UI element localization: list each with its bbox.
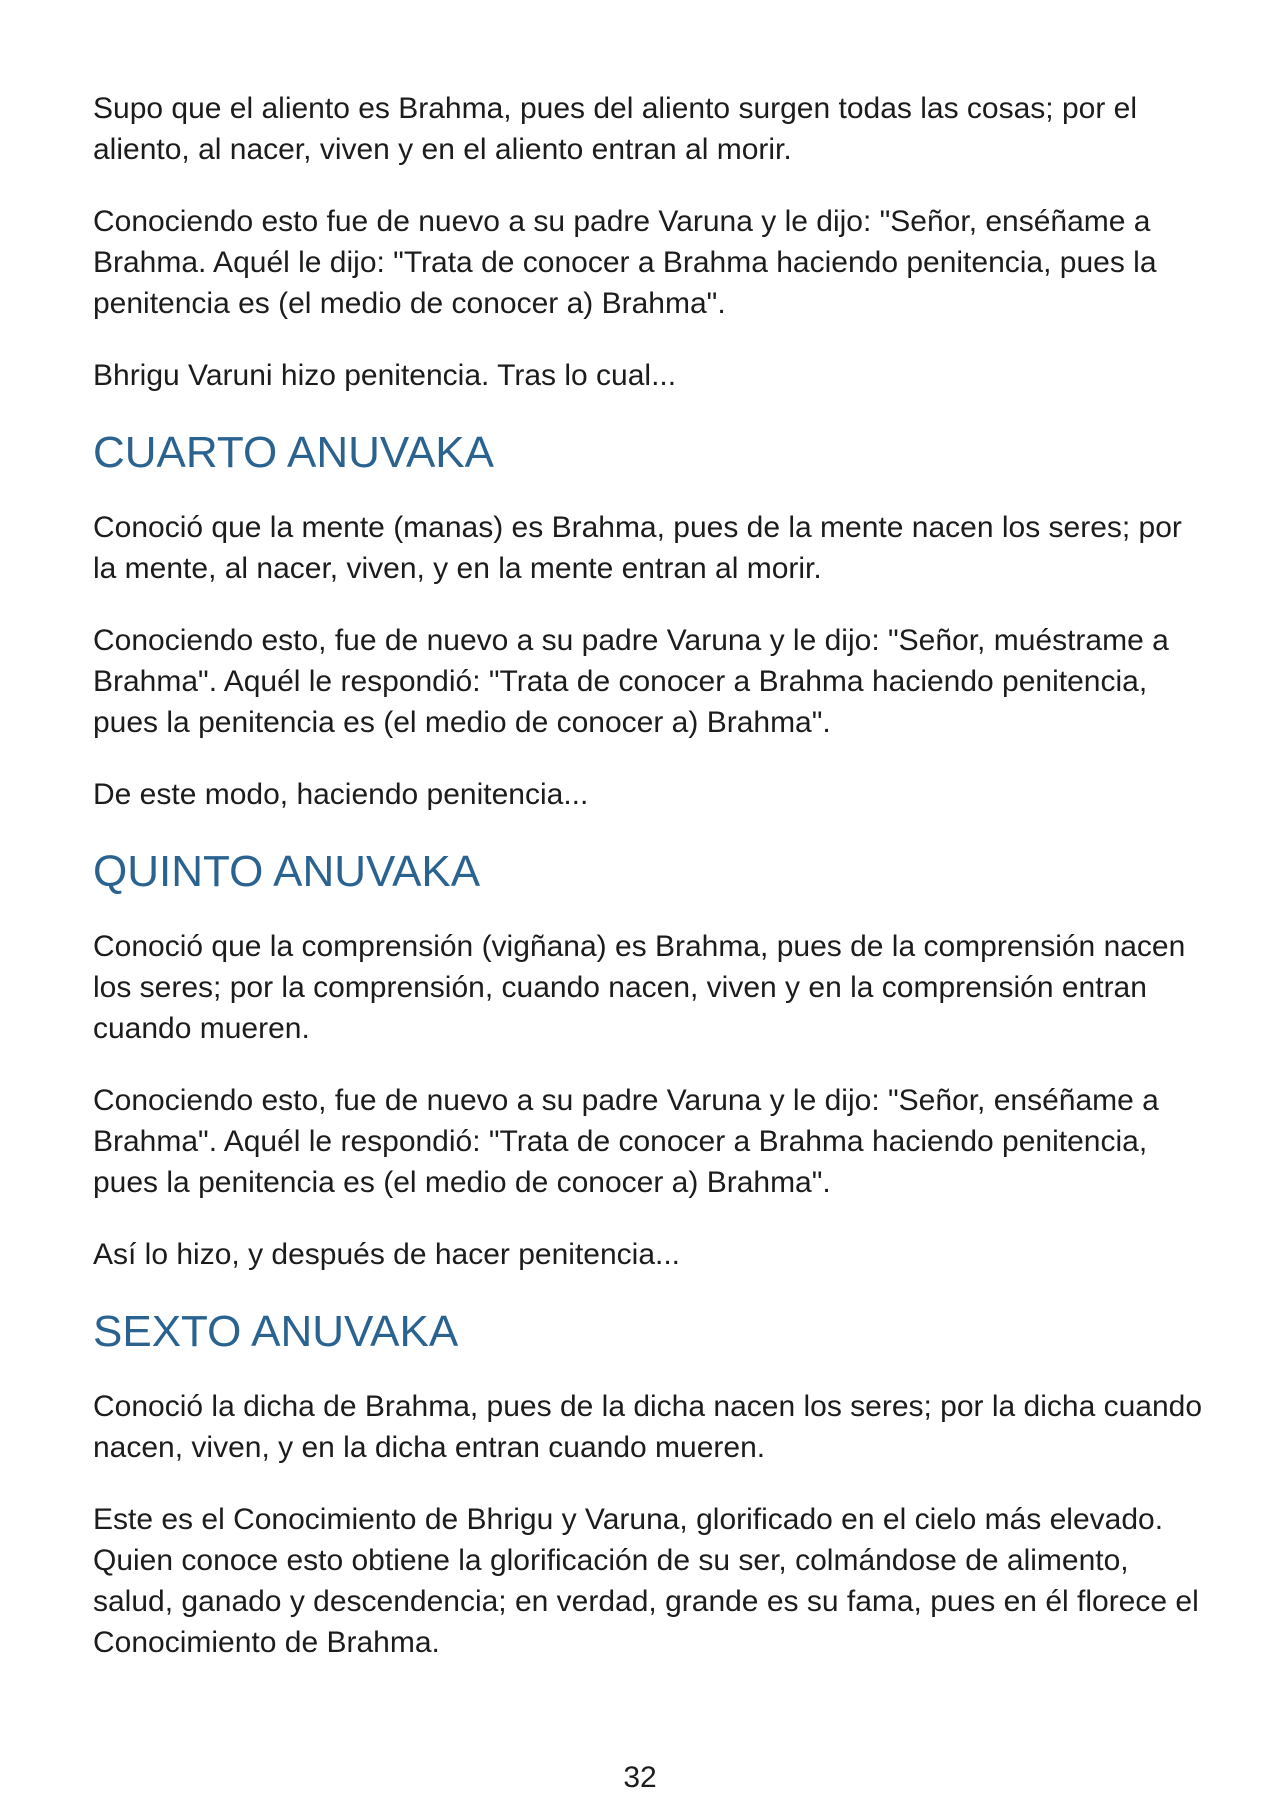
paragraph: Conoció la dicha de Brahma, pues de la dicha nacen los seres; por la dicha cuando nacen, viven, y en la dicha entran cuando mueren. [93, 1390, 1203, 1464]
paragraph: Conociendo esto, fue de nuevo a su padre Varuna y le dijo: "Señor, enséñame a Brahma". Aquél le respondió: "Trata de conocer a Brahma haciendo penitencia, pues la penitencia es (el medio de conocer a) Brahma". [93, 1084, 1159, 1199]
page-number: 32 [623, 1761, 657, 1794]
paragraph: Conociendo esto, fue de nuevo a su padre Varuna y le dijo: "Señor, muéstrame a Brahma". Aquél le respondió: "Trata de conocer a Brahma haciendo penitencia, pues la penitencia es (el medio de conocer a) Brahma". [93, 624, 1169, 739]
paragraph: Este es el Conocimiento de Bhrigu y Varuna, glorificado en el cielo más elevado. Quien conoce esto obtiene la glorificación de su ser, colmándose de alimento, salud, ganado y descendencia; en verdad, grande es su fama, pues en él florece el Conocimiento de Brahma. [93, 1503, 1199, 1659]
paragraph: Conoció que la comprensión (vigñana) es Brahma, pues de la comprensión nacen los seres; por la comprensión, cuando nacen, viven y en la comprensión entran cuando mueren. [93, 930, 1186, 1045]
page-body [93, 88, 1203, 1694]
paragraph: Bhrigu Varuni hizo penitencia. Tras lo cual... [93, 359, 677, 392]
section-heading-quinto: QUINTO ANUVAKA [93, 847, 481, 896]
paragraph: Supo que el aliento es Brahma, pues del aliento surgen todas las cosas; por el aliento, al nacer, viven y en el aliento entran al morir. [93, 92, 1137, 166]
paragraph: Conociendo esto fue de nuevo a su padre Varuna y le dijo: "Señor, enséñame a Brahma. Aquél le dijo: "Trata de conocer a Brahma haciendo penitencia, pues la penitencia es (el medio de conocer a) Brahma". [93, 205, 1157, 320]
paragraph: Así lo hizo, y después de hacer penitencia... [93, 1238, 681, 1271]
section-heading-sexto: SEXTO ANUVAKA [93, 1307, 459, 1356]
paragraph: De este modo, haciendo penitencia... [93, 778, 589, 811]
paragraph: Conoció que la mente (manas) es Brahma, pues de la mente nacen los seres; por la mente, al nacer, viven, y en la mente entran al morir. [93, 511, 1182, 585]
section-heading-cuarto: CUARTO ANUVAKA [93, 428, 495, 477]
